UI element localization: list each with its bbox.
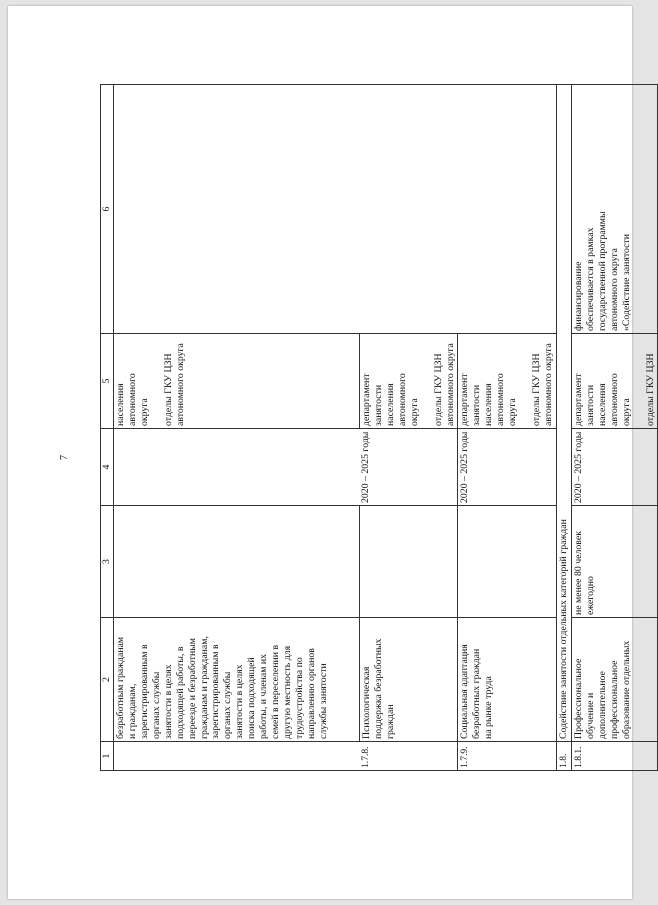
table-row xyxy=(359,85,458,771)
note-cell xyxy=(458,85,557,334)
executors-cell: департамент занятости населения автономного округа отделы ГКУ ЦЗН xyxy=(571,334,658,429)
note-cell: финансирование обеспечивается в рамках государственной программы автономного округа «Содействие занятости xyxy=(571,85,658,334)
cont-period-cell xyxy=(113,429,359,506)
table-row xyxy=(458,85,557,771)
period-cell: 2020 – 2025 годы xyxy=(359,429,458,506)
period-cell: 2020 – 2025 годы xyxy=(571,429,658,506)
measures-table xyxy=(100,84,658,771)
header-cell-3: 3 xyxy=(101,506,114,618)
cont-note-cell xyxy=(113,85,359,334)
section-number: 1.8. xyxy=(556,742,571,771)
cont-executors: населения автономного округа отделы ГКУ ЦЗН автономного округа xyxy=(113,334,359,429)
header-cell-5: 5 xyxy=(101,334,114,429)
header-cell-2: 2 xyxy=(101,618,114,742)
cont-measure-name: безработным гражданам и гражданам, зарегистрированным в органах службы занятости в целях подходящей работы, в переезде и безработным гражданам и гражданам, зарегистрированным в органах службы занятости в целях поиска подходящей работы, и членам их семей в переселении в другую местность для трудоустройства по направлению органов службы занятости xyxy=(113,618,359,742)
executors-cell: департамент занятости населения автономного округа отделы ГКУ ЦЗН автономного округа xyxy=(458,334,557,429)
indicator-cell: не менее 80 человек ежегодно xyxy=(571,506,658,618)
period-cell: 2020 – 2025 годы xyxy=(458,429,557,506)
row-number: 1.8.1. xyxy=(571,742,658,771)
cont-indicator-cell xyxy=(113,506,359,618)
table-row xyxy=(571,85,658,771)
executors-cell: департамент занятости населения автономного округа отделы ГКУ ЦЗН автономного округа xyxy=(359,334,458,429)
row-number: 1.7.8. xyxy=(359,742,458,771)
table-row-continued xyxy=(113,85,359,771)
note-cell xyxy=(359,85,458,334)
measure-name: Психологическая поддержка безработных граждан xyxy=(359,618,458,742)
cont-num-cell xyxy=(113,742,359,771)
measure-name: Социальная адаптация безработных граждан на рынке труда xyxy=(458,618,557,742)
header-cell-1: 1 xyxy=(101,742,114,771)
indicator-cell xyxy=(359,506,458,618)
header-cell-4: 4 xyxy=(101,429,114,506)
header-cell-6: 6 xyxy=(101,85,114,334)
page-number: 7 xyxy=(59,455,70,460)
row-number: 1.7.9. xyxy=(458,742,557,771)
section-row xyxy=(556,85,571,771)
section-title: Содействие занятости отдельных категорий граждан xyxy=(556,85,571,742)
table-header-row xyxy=(101,85,114,771)
indicator-cell xyxy=(458,506,557,618)
measure-name: Профессиональное обучение и дополнительное профессиональное образование отдельных xyxy=(571,618,658,742)
rotated-table-container xyxy=(100,85,656,771)
